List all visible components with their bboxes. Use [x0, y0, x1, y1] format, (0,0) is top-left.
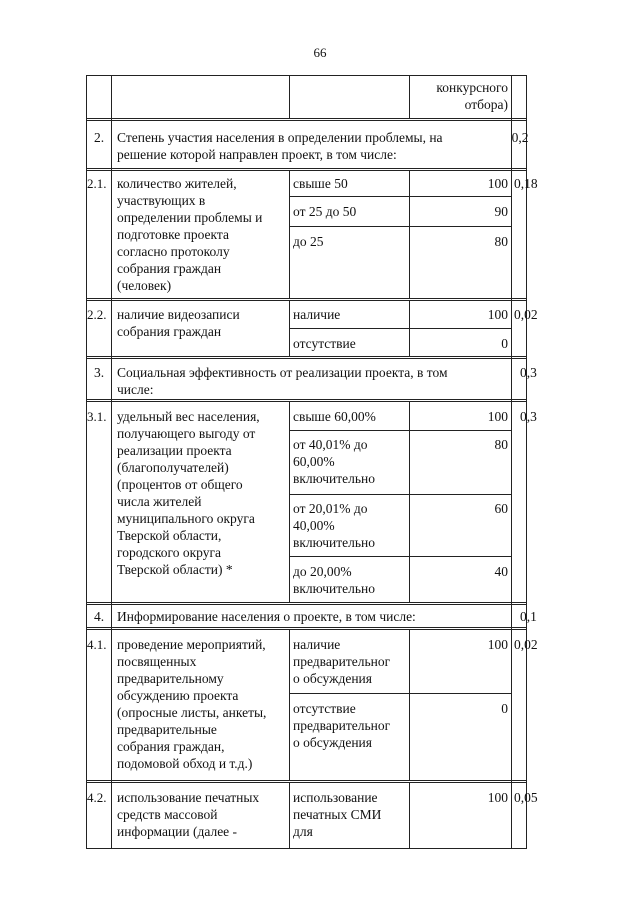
column-divider	[409, 75, 410, 119]
criterion-text: наличие видеозаписи собрания граждан	[117, 307, 240, 339]
option-label: наличие предварительног о обсуждения	[293, 637, 391, 686]
criterion-weight: 0,02	[514, 637, 538, 652]
column-divider	[409, 629, 410, 781]
row-divider	[86, 356, 526, 357]
option-points: 0	[501, 701, 508, 716]
option-divider	[289, 196, 511, 197]
row-number: 4.2.	[87, 790, 107, 805]
option-divider	[289, 556, 511, 557]
column-divider	[289, 75, 290, 119]
option-points: 100	[487, 409, 508, 424]
row-divider	[86, 118, 526, 119]
row-divider	[86, 780, 526, 781]
row-divider	[86, 120, 526, 121]
option-points: 100	[487, 307, 508, 322]
criterion-text: количество жителей, участвующих в определении проблемы и подготовке проекта согласно протоколу собрания граждан (человек)	[117, 176, 263, 293]
row-divider	[86, 168, 526, 169]
option-divider	[289, 226, 511, 227]
option-points: 100	[487, 790, 508, 805]
criterion-weight: 0,1	[520, 609, 537, 624]
option-label: отсутствие	[293, 336, 356, 351]
option-points: 80	[494, 234, 508, 249]
row-divider	[86, 602, 526, 603]
column-divider	[409, 300, 410, 357]
row-number: 4.1.	[87, 637, 107, 652]
row-divider	[86, 629, 526, 630]
row-divider	[86, 782, 526, 783]
criterion-heading: Социальная эффективность от реализации проекта, в том числе:	[117, 365, 448, 397]
criterion-text: проведение мероприятий, посвященных предварительному обсуждению проекта (опросные листы, анкеты, предварительные собрания граждан, подомовой обход и т.д.)	[117, 637, 267, 771]
table-border-top	[86, 75, 526, 76]
option-label: отсутствие предварительног о обсуждения	[293, 701, 391, 750]
option-label: до 20,00% включительно	[293, 564, 376, 596]
column-divider	[289, 401, 290, 603]
criterion-heading: Информирование населения о проекте, в том числе:	[117, 609, 416, 624]
option-label: от 20,01% до 40,00% включительно	[293, 501, 376, 550]
column-divider	[409, 782, 410, 848]
option-label: до 25	[293, 234, 324, 249]
option-points: 100	[487, 176, 508, 191]
option-points: 40	[494, 564, 508, 579]
column-divider	[289, 629, 290, 781]
row-number: 2.1.	[87, 176, 107, 191]
column-divider	[511, 75, 512, 849]
row-divider	[86, 170, 526, 171]
criterion-weight: 0,05	[514, 790, 538, 805]
column-divider	[289, 300, 290, 357]
column-divider	[111, 75, 112, 849]
option-label: наличие	[293, 307, 341, 322]
option-label: свыше 60,00%	[293, 409, 376, 424]
criterion-heading: Степень участия населения в определении проблемы, на решение которой направлен проект, в том числе:	[117, 130, 443, 162]
row-divider	[86, 604, 526, 605]
criterion-text: удельный вес населения, получающего выгоду от реализации проекта (благополучателей) (процентов от общего числа жителей муниципального округа Тверской области, городского округа Тверской области) *	[117, 409, 260, 577]
criterion-text: использование печатных средств массовой информации (далее -	[117, 790, 260, 839]
row-number: 3.	[93, 365, 105, 380]
option-points: конкурсного отбора)	[436, 80, 508, 112]
option-label: от 25 до 50	[293, 204, 357, 219]
criterion-weight: 0,2	[511, 130, 529, 145]
option-divider	[289, 693, 511, 694]
row-divider	[86, 627, 526, 628]
criterion-weight: 0,3	[520, 409, 537, 424]
option-points: 60	[494, 501, 508, 516]
row-number: 2.	[93, 130, 105, 145]
row-divider	[86, 358, 526, 359]
criterion-weight: 0,02	[514, 307, 538, 322]
criterion-weight: 0,3	[520, 365, 537, 380]
column-divider	[409, 401, 410, 603]
option-points: 0	[501, 336, 508, 351]
option-label: от 40,01% до 60,00% включительно	[293, 437, 376, 486]
option-divider	[289, 328, 511, 329]
option-points: 80	[494, 437, 508, 452]
page-number: 66	[313, 45, 327, 60]
option-divider	[289, 430, 511, 431]
option-divider	[289, 494, 511, 495]
criterion-weight: 0,18	[514, 176, 538, 191]
option-points: 100	[487, 637, 508, 652]
row-divider	[86, 401, 526, 402]
row-number: 4.	[93, 609, 105, 624]
table-border-bottom	[86, 848, 526, 849]
row-divider	[86, 399, 526, 400]
row-number: 2.2.	[87, 307, 107, 322]
option-label: использование печатных СМИ для	[293, 790, 382, 839]
column-divider	[409, 170, 410, 299]
option-points: 90	[494, 204, 508, 219]
row-divider	[86, 298, 526, 299]
row-divider	[86, 300, 526, 301]
row-number: 3.1.	[87, 409, 107, 424]
column-divider	[289, 170, 290, 299]
column-divider	[289, 782, 290, 848]
option-label: свыше 50	[293, 176, 348, 191]
